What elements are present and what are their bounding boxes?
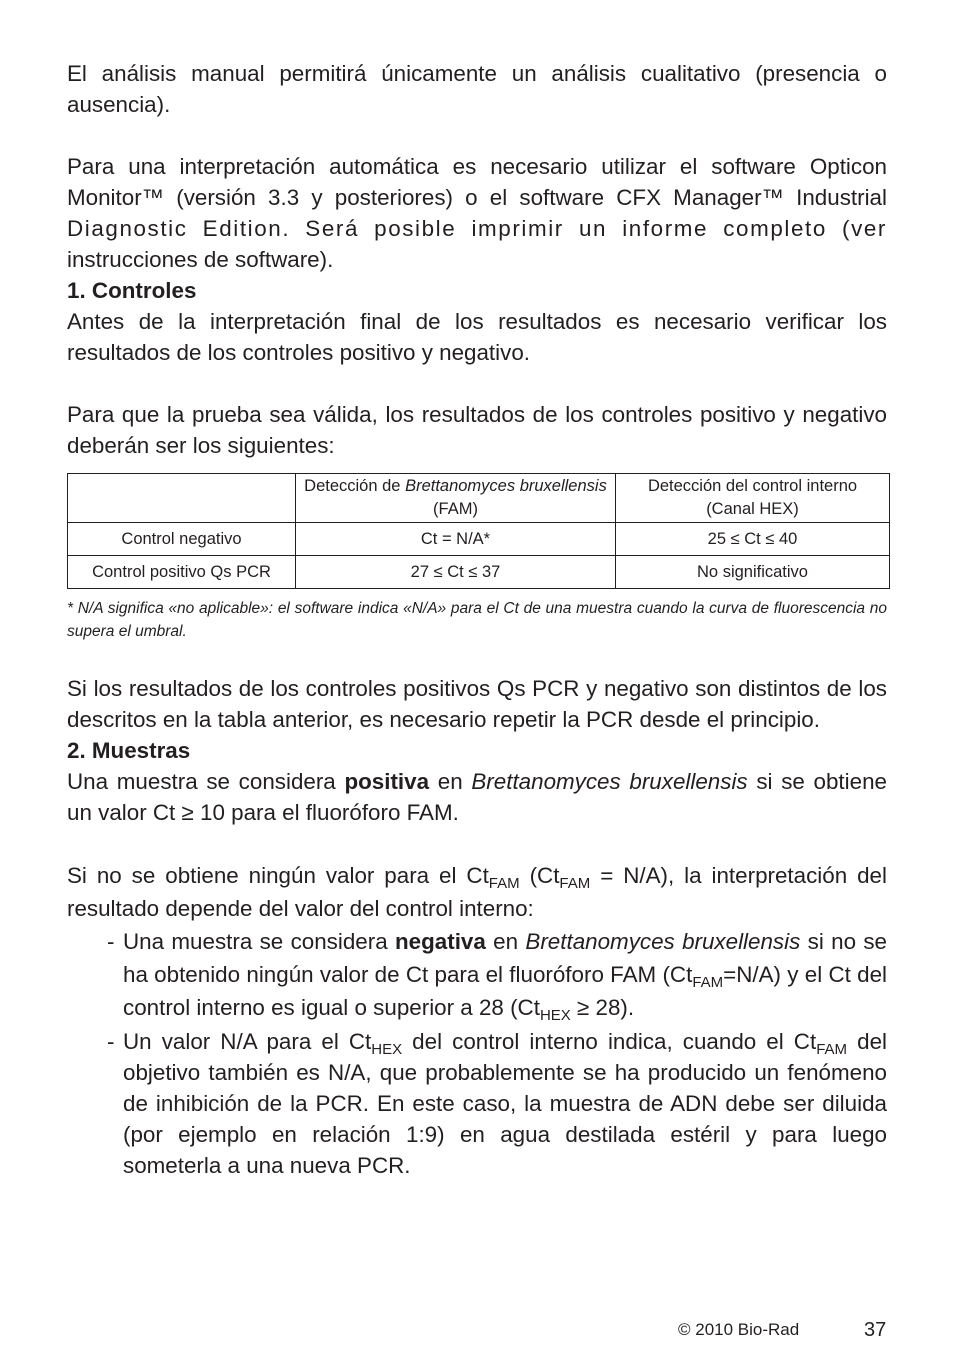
muestras-p1-positiva: positiva — [344, 769, 430, 794]
list-item-text: ≥ 28). — [570, 995, 635, 1020]
controles-paragraph-1: Antes de la interpretación final de los resultados es necesario verificar los resultados de los controles positivo y negativo. — [67, 309, 887, 365]
section-heading-muestras: 2. Muestras — [67, 738, 191, 763]
table-header-fam-suffix: (FAM) — [433, 500, 478, 518]
muestras-p2-subscript: FAM — [488, 875, 520, 892]
interpretation-list — [67, 925, 887, 1181]
list-item-subscript: HEX — [539, 1007, 571, 1024]
page-footer — [0, 1317, 954, 1343]
table-cell-hex: 25 ≤ Ct ≤ 40 — [616, 523, 890, 556]
list-item-text: =N/A) y el Ct del control interno es igual o superior a 28 (Ct — [123, 962, 887, 1020]
intro-paragraph-2 — [67, 151, 887, 275]
table-cell-label: Control positivo Qs PCR — [68, 556, 296, 589]
muestras-p1-text: si se obtiene un valor Ct ≥ 10 para el fluoróforo FAM. — [67, 769, 887, 825]
table-cell-hex: No significativo — [616, 556, 890, 589]
muestras-p1-text: en — [429, 769, 472, 794]
table-header-fam-species: Brettanomyces bruxellensis — [405, 477, 607, 495]
table-header-row — [68, 474, 890, 523]
list-item — [67, 1026, 887, 1181]
intro-paragraph-2-part-3: instrucciones de software). — [67, 247, 334, 272]
muestras-p2-text: = N/A), la interpretación del resultado depende del valor del control interno: — [67, 863, 887, 921]
table-header-empty — [68, 474, 296, 523]
muestras-p2-text: Si no se obtiene ningún valor para el Ct — [67, 863, 489, 888]
muestras-p1-text: Una muestra se considera — [67, 769, 345, 794]
list-item-text: en — [485, 929, 526, 954]
table-header-fam-prefix: Detección de — [304, 477, 406, 495]
controles-paragraph-2: Para que la prueba sea válida, los resultados de los controles positivo y negativo deberán ser los siguientes: — [67, 402, 887, 458]
list-item-text: del control interno indica, cuando el Ct — [402, 1029, 817, 1054]
table-cell-fam: 27 ≤ Ct ≤ 37 — [296, 556, 616, 589]
list-item-species: Brettanomyces bruxellensis — [525, 929, 801, 954]
controls-table — [67, 473, 890, 589]
list-item — [67, 925, 887, 1024]
page-number: 37 — [864, 1319, 887, 1341]
list-item-text: del objetivo también es N/A, que probablemente se ha producido un fenómeno de inhibición de la PCR. En este caso, la muestra de ADN debe ser diluida (por ejemplo en relación 1:9) en agua destilada estéril y para luego someterla a una nueva PCR. — [123, 1029, 888, 1178]
intro-paragraph-1: El análisis manual permitirá únicamente un análisis cualitativo (presencia o ausencia). — [67, 61, 887, 117]
bullet-marker: - — [107, 929, 115, 954]
list-item-subscript: HEX — [371, 1041, 403, 1058]
table-row — [68, 556, 890, 589]
muestras-p2-text: (Ct — [519, 863, 560, 888]
table-cell-label: Control negativo — [68, 523, 296, 556]
table-header-hex: Detección del control interno (Canal HEX) — [616, 474, 890, 523]
muestras-paragraph-2 — [67, 859, 887, 925]
intro-paragraph-2-part-1: Para una interpretación automática es necesario utilizar el software Opticon Monitor™ (versión 3.3 y posteriores) o el software CFX Manager™ Industrial — [67, 154, 887, 210]
copyright-notice: © 2010 Bio-Rad — [678, 1320, 800, 1339]
muestras-paragraph-1 — [67, 766, 887, 828]
table-footnote: * N/A significa «no aplicable»: el software indica «N/A» para el Ct de una muestra cuando la curva de fluorescencia no supera el umbral. — [67, 600, 887, 640]
bullet-marker: - — [107, 1029, 115, 1054]
section-heading-controles: 1. Controles — [67, 278, 197, 303]
list-item-subscript: FAM — [692, 974, 724, 991]
list-item-text: Un valor N/A para el Ct — [123, 1029, 372, 1054]
table-cell-fam: Ct = N/A* — [296, 523, 616, 556]
controles-paragraph-3: Si los resultados de los controles positivos Qs PCR y negativo son distintos de los descritos en la tabla anterior, es necesario repetir la PCR desde el principio. — [67, 676, 887, 732]
table-row — [68, 523, 890, 556]
list-item-text: si no se ha obtenido ningún valor de Ct para el fluoróforo FAM (Ct — [123, 929, 887, 987]
muestras-p1-species: Brettanomyces bruxellensis — [471, 769, 748, 794]
list-item-subscript: FAM — [816, 1041, 848, 1058]
list-item-negativa: negativa — [395, 929, 486, 954]
muestras-p2-subscript: FAM — [559, 875, 591, 892]
list-item-text: Una muestra se considera — [123, 929, 395, 954]
page-content — [67, 58, 887, 1181]
table-header-fam — [296, 474, 616, 523]
intro-paragraph-2-part-2: Diagnostic Edition. Será posible imprimir un informe completo (ver — [67, 216, 887, 241]
